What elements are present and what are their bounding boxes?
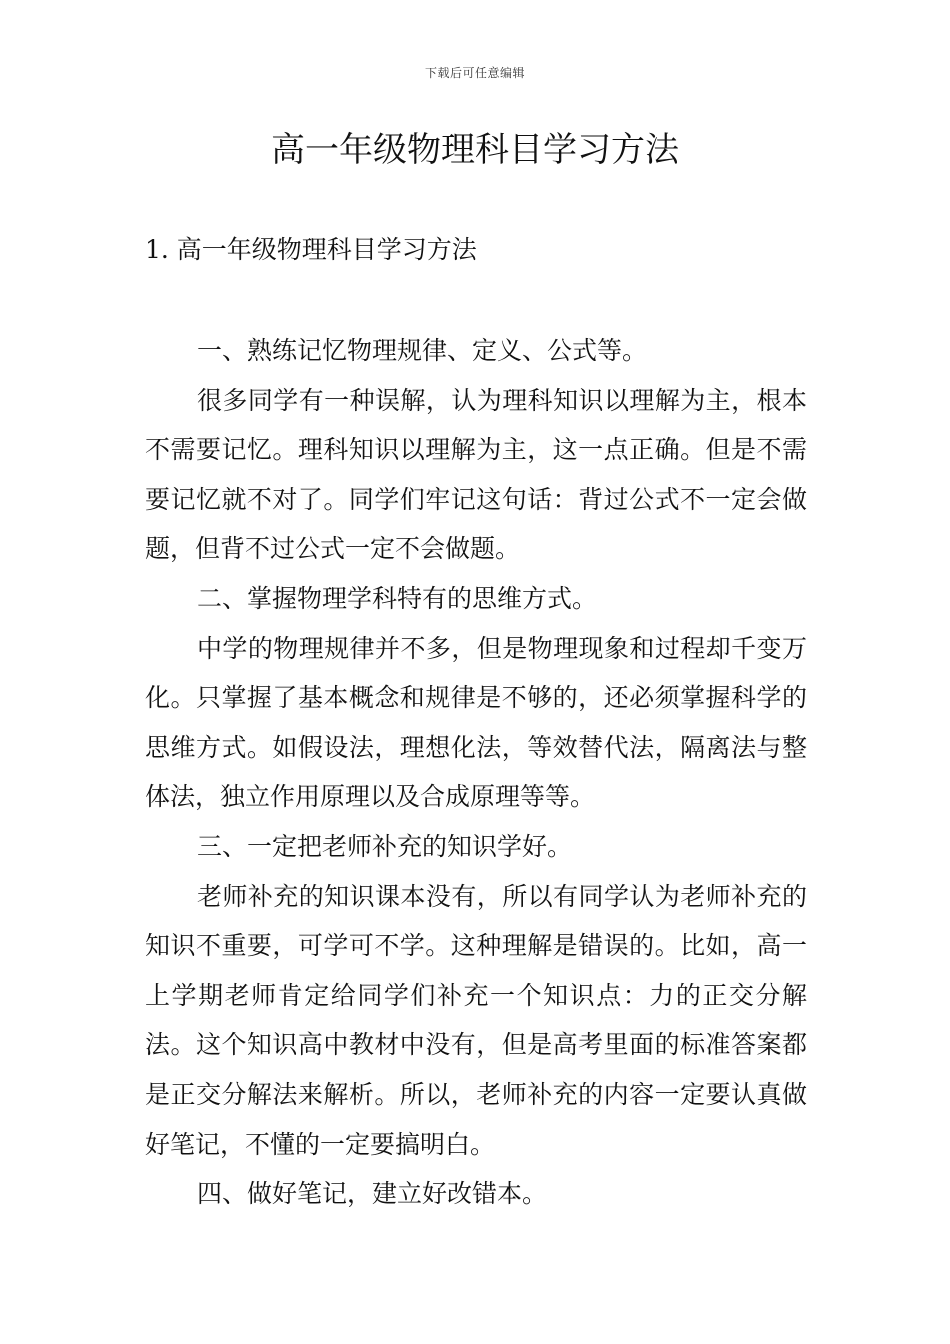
header-note: 下载后可任意编辑 [424, 66, 525, 80]
point-2-heading: 二、掌握物理学科特有的思维方式。 [197, 583, 598, 613]
point-4-heading: 四、做好笔记，建立好改错本。 [197, 1179, 548, 1209]
section-heading: 1. 高一年级物理科目学习方法 [145, 235, 477, 264]
point-2-paragraph: 中学的物理规律并不多，但是物理现象和过程却千变万化。只掌握了基本概念和规律是不够的，还必须掌握科学的思维方式。如假设法，理想化法，等效替代法，隔离法与整体法，独立作用原理以及合成原理等等。 [145, 633, 807, 812]
document-title: 高一年级物理科目学习方法 [271, 130, 679, 170]
point-1-paragraph: 很多同学有一种误解，认为理科知识以理解为主，根本不需要记忆。理科知识以理解为主，这一点正确。但是不需要记忆就不对了。同学们牢记这句话：背过公式不一定会做题，但背不过公式一定不会做题。 [145, 385, 807, 564]
point-1-heading: 一、熟练记忆物理规律、定义、公式等。 [197, 336, 648, 365]
point-3-heading: 三、一定把老师补充的知识学好。 [197, 831, 573, 861]
body-text [145, 326, 807, 1219]
point-3-paragraph: 老师补充的知识课本没有，所以有同学认为老师补充的知识不重要，可学可不学。这种理解是错误的。比如，高一上学期老师肯定给同学们补充一个知识点：力的正交分解法。这个知识高中教材中没有，但是高考里面的标准答案都是正交分解法来解析。所以，老师补充的内容一定要认真做好笔记，不懂的一定要搞明白。 [145, 881, 807, 1159]
